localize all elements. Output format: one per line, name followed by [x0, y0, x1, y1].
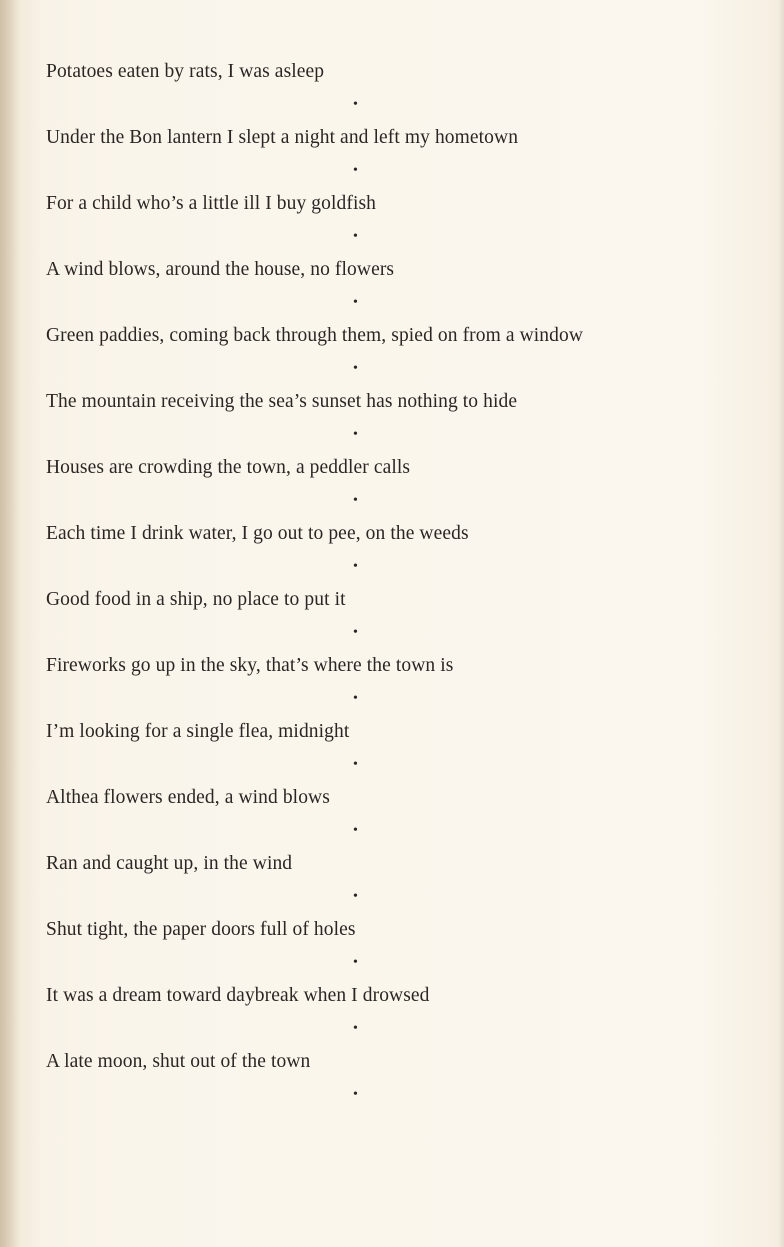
bullet-icon: •	[353, 1087, 358, 1102]
bullet-icon: •	[353, 295, 358, 310]
separator-16	[46, 1074, 666, 1104]
separator-10	[46, 678, 666, 720]
haiku-line-9: Good food in a ship, no place to put it	[46, 589, 346, 610]
separator-9	[46, 612, 666, 654]
separator-14	[46, 942, 666, 984]
separator-13	[46, 876, 666, 918]
separator-4	[46, 282, 666, 324]
haiku-line-8: Each time I drink water, I go out to pee, on the weeds	[46, 523, 469, 544]
bullet-icon: •	[353, 427, 358, 442]
haiku-line-6: The mountain receiving the sea’s sunset has nothing to hide	[46, 391, 518, 412]
haiku-line-1: Potatoes eaten by rats, I was asleep	[46, 61, 325, 82]
bullet-icon: •	[353, 823, 358, 838]
separator-2	[46, 150, 666, 192]
bullet-icon: •	[353, 559, 358, 574]
bullet-icon: •	[353, 625, 358, 640]
haiku-line-16: A late moon, shut out of the town	[46, 1051, 311, 1072]
bullet-icon: •	[353, 361, 358, 376]
separator-15	[46, 1008, 666, 1050]
separator-6	[46, 414, 666, 456]
haiku-line-2: Under the Bon lantern I slept a night and left my hometown	[46, 127, 519, 148]
bullet-icon: •	[353, 1021, 358, 1036]
bullet-icon: •	[353, 889, 358, 904]
haiku-line-14: Shut tight, the paper doors full of holes	[46, 919, 356, 940]
separator-3	[46, 216, 666, 258]
bullet-icon: •	[353, 757, 358, 772]
bullet-icon: •	[353, 955, 358, 970]
gutter-shadow	[0, 0, 20, 1247]
haiku-line-5: Green paddies, coming back through them, spied on from a window	[46, 325, 584, 346]
bullet-icon: •	[353, 97, 358, 112]
haiku-line-7: Houses are crowding the town, a peddler calls	[46, 457, 411, 478]
separator-11	[46, 744, 666, 786]
haiku-line-3: For a child who’s a little ill I buy goldfish	[46, 193, 377, 214]
bullet-icon: •	[353, 229, 358, 244]
separator-12	[46, 810, 666, 852]
haiku-line-4: A wind blows, around the house, no flowers	[46, 259, 395, 280]
poem-list	[46, 60, 666, 1104]
haiku-line-12: Althea flowers ended, a wind blows	[46, 787, 330, 808]
haiku-line-10: Fireworks go up in the sky, that’s where the town is	[46, 655, 454, 676]
separator-1	[46, 84, 666, 126]
separator-7	[46, 480, 666, 522]
separator-8	[46, 546, 666, 588]
haiku-line-15: It was a dream toward daybreak when I drowsed	[46, 985, 430, 1006]
bullet-icon: •	[353, 691, 358, 706]
haiku-line-11: I’m looking for a single flea, midnight	[46, 721, 350, 742]
haiku-line-13: Ran and caught up, in the wind	[46, 853, 293, 874]
page-edge	[778, 0, 784, 1247]
bullet-icon: •	[353, 493, 358, 508]
bullet-icon: •	[353, 163, 358, 178]
separator-5	[46, 348, 666, 390]
